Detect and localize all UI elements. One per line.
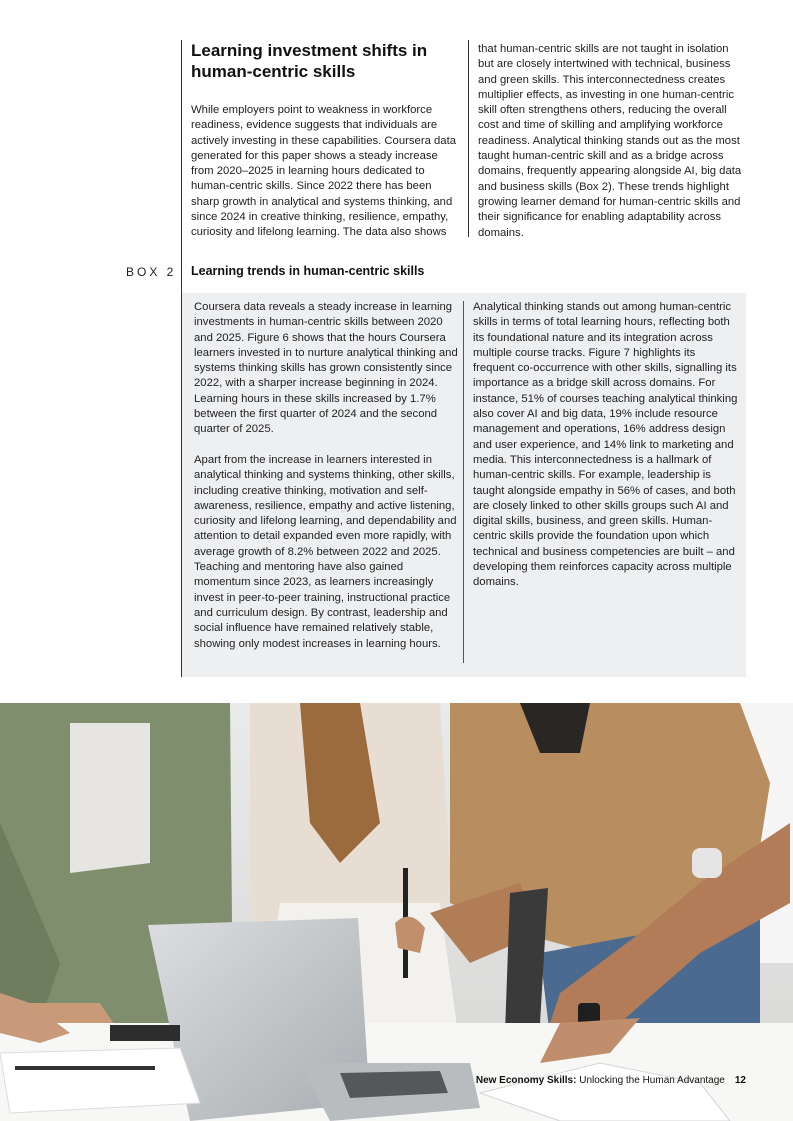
section-heading: Learning investment shifts in human-centric skills	[191, 41, 428, 81]
box-column-divider	[463, 301, 464, 663]
report-subtitle: Unlocking the Human Advantage	[576, 1075, 725, 1086]
box-column-1-paragraph-2: Apart from the increase in learners interested in analytical thinking and systems thinking, other skills, including creative thinking, motivation and self-awareness, resilience, empathy and active listening, curiosity and lifelong learning, and dependability and attention to detail expanded even more rapidly, with average growth of 8.2% between 2022 and 2025. Teaching and mentoring have also gained momentum since 2023, as learners increasingly invest in peer-to-peer training, instructional practice and curriculum design. By contrast, leadership and social influence have remained relatively stable, showing only modest increases in learning hours.	[194, 454, 457, 650]
box-label: BOX 2	[126, 265, 177, 279]
box-column-1-paragraph-1: Coursera data reveals a steady increase in learning investments in human-centric skills between 2020 and 2025. Figure 6 shows that the hours Coursera learners invested in to nurture analytical thinking and systems thinking skills has grown consistently since 2022, with a sharper increase beginning in 2024. Learning hours in these skills increased by 1.7% between the first quarter of 2024 and the second quarter of 2025.	[194, 301, 458, 436]
page-footer	[476, 1075, 746, 1086]
page-number: 12	[734, 1075, 746, 1086]
section-column-2: that human-centric skills are not taught in isolation but are closely intertwined with technical, business and green skills. This interconnectedness creates multiplier effects, as investing in one human-centric skill often strengthens others, reducing the overall cost and time of skilling and amplifying workforce readiness. Analytical thinking stands out as the most taught human-centric skill and as a bridge across domains, frequently appearing alongside AI, big data and business skills (Box 2). These trends highlight growing learner demand for human-centric skills and their significance for enabling adaptability across domains.	[478, 43, 742, 239]
box-title: Learning trends in human-centric skills	[191, 264, 425, 278]
column-divider-top	[468, 40, 469, 237]
box-column-2-paragraph-1: Analytical thinking stands out among human-centric skills in terms of total learning hours, reflecting both its foundational nature and its integration across multiple course tracks. Figure 7 highlights its frequent co-occurrence with other skills, signalling its importance as a bridge skill across domains. For instance, 51% of courses teaching analytical thinking also cover AI and big data, 19% include resource management and operations, 16% address design and user experience, and 14% link to marketing and media. This interconnectedness is a hallmark of human-centric skills. For example, leadership is taught alongside empathy in 56% of cases, and both are closely linked to other skills groups such AI and digital skills, business, and green skills. Human-centric skills provide the foundation upon which technical and business competencies are built – and developing them reinforces capacity across multiple domains.	[473, 301, 738, 589]
section-column-1: While employers point to weakness in workforce readiness, evidence suggests that individuals are actively investing in these capabilities. Coursera data generated for this paper shows a steady increase from 2020–2025 in learning hours dedicated to human-centric skills. Since 2022 there has been sharp growth in analytical and systems thinking, and since 2024 in creative thinking, resilience, empathy, curiosity and lifelong learning. The data also shows	[191, 104, 456, 239]
report-title: New Economy Skills:	[475, 1075, 577, 1086]
team-collaboration-photo	[0, 703, 793, 1121]
